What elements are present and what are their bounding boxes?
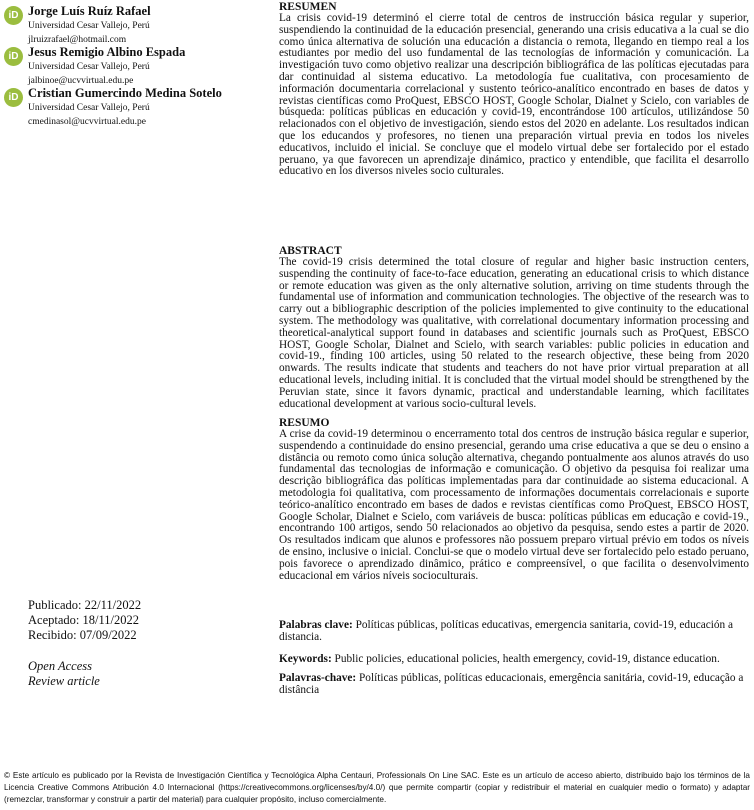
author-block: [4, 4, 272, 44]
orcid-icon[interactable]: iD: [4, 6, 23, 25]
accepted-date: Aceptado: 18/11/2022: [28, 613, 139, 627]
author-affiliation: Universidad Cesar Vallejo, Perú: [28, 21, 150, 31]
author-affiliation: Universidad Cesar Vallejo, Perú: [28, 103, 150, 113]
keywords-en: [279, 653, 749, 665]
article-type: Review article: [28, 674, 100, 688]
author-name: Jesus Remigio Albino Espada: [28, 45, 186, 59]
keywords-es-label: Palabras clave:: [279, 619, 353, 631]
abstract-heading: ABSTRACT: [279, 245, 342, 257]
author-name: Cristian Gumercindo Medina Sotelo: [28, 86, 222, 100]
access-type: Open Access: [28, 659, 92, 673]
author-email[interactable]: cmedinasol@ucvvirtual.edu.pe: [28, 117, 146, 127]
resumo-section: [279, 418, 749, 582]
received-date: Recibido: 07/09/2022: [28, 628, 137, 642]
resumen-heading: RESUMEN: [279, 1, 337, 13]
keywords-pt-text: Políticas públicas, políticas educacionais, emergência sanitária, covid-19, educação a distância: [279, 672, 744, 696]
resumo-text: A crise da covid-19 determinou o encerramento total dos centros de instrução básica regular e superior, suspendendo a continuidade do ensino presencial, gerando uma crise educativa a que se deu o ensino a distância ou remoto como única solução alternativa, chegando pontualmente aos alunos através do uso fundamental das tecnologias de informação e comunicação. O objetivo da pesquisa foi realizar uma descrição bibliográfica das políticas implementadas para dar continuidade ao sistema educacional. A metodologia foi qualitativa, com processamento de informações documentais correlacionais e suporte teórico-analítico encontrado em bases de dados e revistas científicas como ProQuest, EBSCO HOST, Google Scholar, Dialnet e Scielo, com variáveis de busca: políticas públicas em educação e covid-19., encontrando 100 artigos, sendo 50 relacionados ao objetivo da pesquisa, sendo estes a partir de 2020. Os resultados indicam que alunos e professores não possuem preparo virtual prévio em todos os níveis de ensino, inclusive o inicial. Conclui-se que o modelo virtual deve ser fortalecido pelo estado peruano, pois favorece o aprendizado dinâmico, prático e compreensível, o que facilita o desenvolvimento educacional em vários níveis socioculturais.: [279, 428, 749, 582]
resumo-heading: RESUMO: [279, 417, 330, 429]
article-dates: [28, 598, 141, 643]
author-block: [4, 45, 272, 85]
resumen-section: [279, 2, 749, 178]
keywords-pt-label: Palavras-chave:: [279, 672, 357, 684]
author-email[interactable]: jlruizrafael@hotmail.com: [28, 35, 127, 45]
author-affiliation: Universidad Cesar Vallejo, Perú: [28, 62, 150, 72]
article-meta: [28, 659, 100, 689]
author-email[interactable]: jalbinoe@ucvvirtual.edu.pe: [28, 76, 134, 86]
keywords-en-label: Keywords:: [279, 653, 332, 665]
orcid-icon[interactable]: iD: [4, 47, 23, 66]
keywords-es: [279, 619, 749, 643]
abstract-section: [279, 246, 749, 410]
resumen-text: La crisis covid-19 determinó el cierre total de centros de instrucción básica regular y superior, suspendiendo la continuidad de la educación presencial, generando una crisis educativa a la cual se dio como única alternativa de solución una educación a distancia o remota, llegando en tiempo real a los estudiantes por medio del uso fundamental de las tecnologías de información y comunicación. La investigación tuvo como objetivo realizar una descripción bibliográfica de las políticas ejecutadas para dar continuidad al sistema educativo. La metodología fue cualitativa, con procesamiento de información documentaria correlacional y sustento teórico-analítico encontrado en bases de datos y revistas científicas como ProQuest, EBSCO HOST, Google Scholar, Dialnet y Scielo, con variables de búsqueda: políticas públicas en educación y covid-19, encontrándose 100 artículos, utilizándose 50 relacionados con el objetivo de investigación, siendo estos del 2020 en adelante. Los resultados indican que los educandos y profesores, no tienen una preparación virtual previa en todos los niveles educativos, incluido el inicial. Se concluye que el modelo virtual debe ser fortalecido por el estado peruano, ya que favorecen un aprendizaje dinámico, practico y entendible, que facilita el desarrollo educativo en los diversos niveles socio culturales.: [279, 12, 749, 178]
abstract-text: The covid-19 crisis determined the total closure of regular and higher basic instruction centers, suspending the continuity of face-to-face education, generating an educational crisis to which distance or remote education was given as the only alternative solution, arriving on time students through the fundamental use of information and communication technologies. The objective of the research was to carry out a bibliographic description of the policies implemented to give continuity to the educational system. The methodology was qualitative, with correlational documentary information processing and theoretical-analytical support found in databases and scientific journals such as ProQuest, EBSCO HOST, Google Scholar, Dialnet and Scielo, with search variables: public policies in education and covid-19., finding 100 articles, using 50 related to the research objective, these being from 2020 onwards. The results indicate that students and teachers do not have prior virtual preparation at all educational levels, including initial. It is concluded that the virtual model should be strengthened by the Peruvian state, since it favors dynamic, practical and understandable learning, which facilitates educational development at various socio-cultural levels.: [279, 256, 749, 410]
keywords-en-text: Public policies, educational policies, health emergency, covid-19, distance education.: [334, 653, 720, 665]
published-date: Publicado: 22/11/2022: [28, 598, 142, 612]
keywords-es-text: Políticas públicas, políticas educativas, emergencia sanitaria, covid-19, educación a distancia.: [279, 619, 734, 643]
license-footer: © Este artículo es publicado por la Revista de Investigación Científica y Tecnológica Alpha Centauri, Professionals On Line SAC. Este es un artículo de acceso abierto, distribuido bajo los términos de la Licencia Creative Commons Atribución 4.0 Internacional (https://creativecommons.org/licenses/by/4.0/) que permite compartir (copiar y redistribuir el material en cualquier medio o formato) y adaptar (remezclar, transformar y construir a partir del material) para cualquier propósito, incluso comercialmente.: [4, 771, 750, 804]
author-block: [4, 86, 272, 126]
keywords-pt: [279, 672, 749, 696]
author-name: Jorge Luís Ruíz Rafael: [28, 4, 151, 18]
orcid-icon[interactable]: iD: [4, 88, 23, 107]
